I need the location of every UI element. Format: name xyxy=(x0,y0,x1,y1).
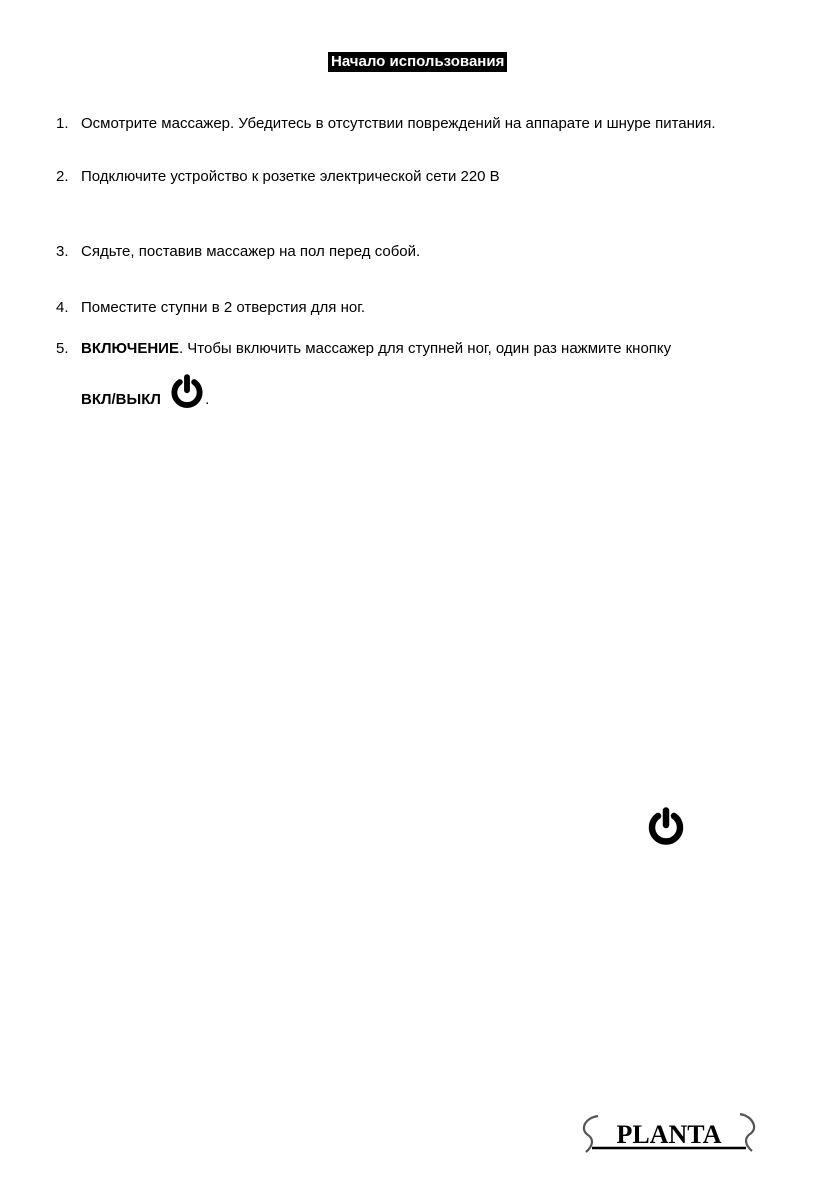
power-icon xyxy=(646,807,686,847)
trailing-period: . xyxy=(205,391,210,408)
planta-logo xyxy=(578,1108,760,1158)
step-text: Осмотрите массажер. Убедитесь в отсутствии повреждений на аппарате и шнуре питания. xyxy=(81,115,716,132)
step-number: 4. xyxy=(56,299,69,316)
step-number: 1. xyxy=(56,115,69,132)
step-number: 2. xyxy=(56,168,69,185)
logo-text: PLANTA xyxy=(616,1120,722,1149)
step-number: 5. xyxy=(56,340,69,357)
step-text-after-label: . Чтобы включить массажер для ступней ног, один раз нажмите кнопку xyxy=(178,340,672,357)
page-title: Начало использования xyxy=(328,52,507,72)
step-text: Поместите ступни в 2 отверстия для ног. xyxy=(81,299,366,316)
step-text xyxy=(81,339,781,359)
step-number: 3. xyxy=(56,243,69,260)
step-text: Подключите устройство к розетке электрической сети 220 В xyxy=(81,168,500,185)
power-icon xyxy=(169,374,205,410)
button-label: ВКЛ/ВЫКЛ xyxy=(81,391,161,408)
step-bold-label: ВКЛЮЧЕНИЕ xyxy=(81,340,179,357)
step-text: Сядьте, поставив массажер на пол перед собой. xyxy=(81,243,421,260)
step-button-line xyxy=(81,374,781,410)
